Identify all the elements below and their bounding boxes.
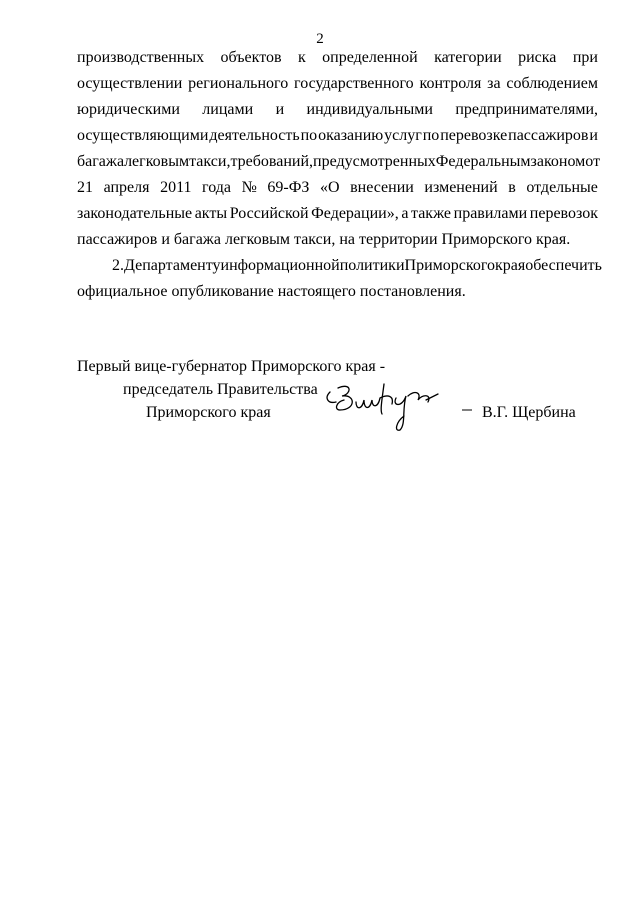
text-line: производственных объектов к определенной категории риска при (77, 49, 598, 66)
signatory-title: Приморского края (146, 404, 271, 421)
text-line: 2. Департаменту информационной политики Приморского края обеспечить (112, 257, 602, 274)
text-line: законодательные акты Российской Федерации», а также правилами перевозок (77, 205, 598, 222)
text-line: осуществлении регионального государственного контроля за соблюдением (77, 75, 598, 92)
signatory-title: председатель Правительства (123, 381, 318, 398)
text-line: осуществляющими деятельность по оказанию услуг по перевозке пассажиров и (77, 127, 598, 144)
text-line: багажа легковым такси, требований, предусмотренных Федеральным законом от (77, 153, 601, 170)
text-line: официальное опубликование настоящего постановления. (77, 283, 466, 300)
text-line: юридическими лицами и индивидуальными предпринимателями, (77, 101, 598, 118)
signatory-title: Первый вице-губернатор Приморского края - (77, 358, 386, 375)
text-line: пассажиров и багажа легковым такси, на территории Приморского края. (77, 231, 571, 248)
signatory-name: В.Г. Щербина (482, 404, 576, 421)
handwritten-signature (322, 380, 472, 435)
page-number: 2 (316, 31, 324, 47)
text-line: 21 апреля 2011 года № 69-ФЗ «О внесении изменений в отдельные (77, 179, 598, 196)
